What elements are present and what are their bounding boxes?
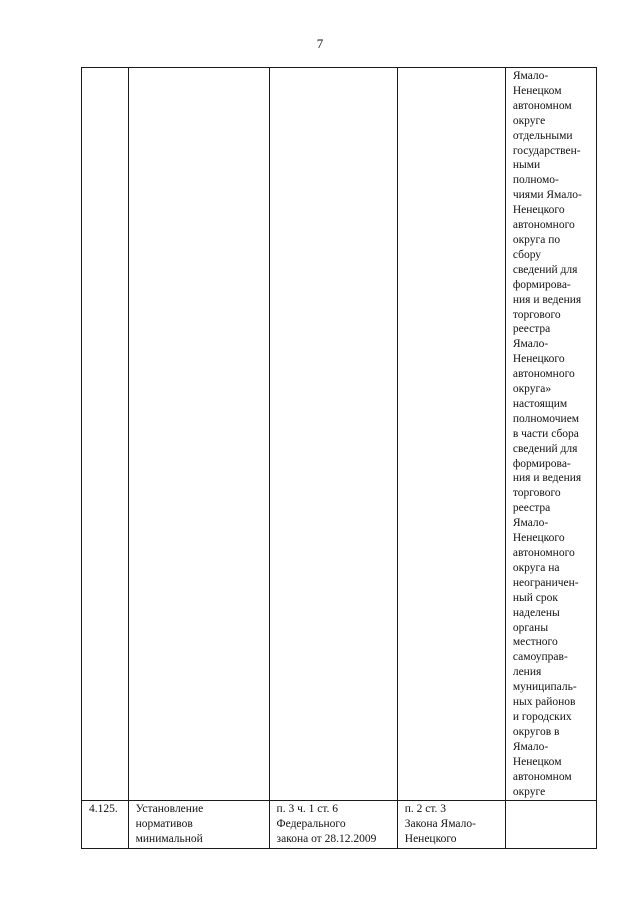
table-row-continuation <box>82 68 597 801</box>
cell-name <box>128 801 269 849</box>
cell-number <box>82 68 129 801</box>
cell-name <box>128 68 269 801</box>
cell-regional-basis <box>397 801 505 849</box>
cell-federal-basis <box>269 801 397 849</box>
page-number: 7 <box>316 36 324 51</box>
cell-note <box>505 801 596 849</box>
table-row-4-125 <box>82 801 597 849</box>
cell-regional-basis <box>397 68 505 801</box>
row-number: 4.125. <box>89 803 118 816</box>
cell-federal-basis <box>269 68 397 801</box>
cell-number <box>82 801 129 849</box>
row-regional-basis: п. 2 ст. 3 Закона Ямало- Ненецкого <box>404 803 476 846</box>
cell-note <box>505 68 596 801</box>
competence-table <box>81 67 597 849</box>
row-name: Установление нормативов минимальной <box>135 803 204 846</box>
row-federal-basis: п. 3 ч. 1 ст. 6 Федерального закона от 28.12.2009 <box>276 803 377 846</box>
cell-note-text: Ямало- Ненецком автономном округе отдельными государствен- ными полномо- чиями Ямало- Ненецкого автономного округа по сбору сведений для формирова- ния и ведения торгового реестра Ямало- Ненецкого автономного округа» настоящим полномочием в части сбора сведений для формирова- ния и ведения торгового реестра Ямало- Ненецкого автономного округа на неограничен- ный срок наделены органы местного самоуправ- ления муниципаль- ных районов и городских округов в Ямало- Ненецком автономном округе <box>512 70 582 798</box>
